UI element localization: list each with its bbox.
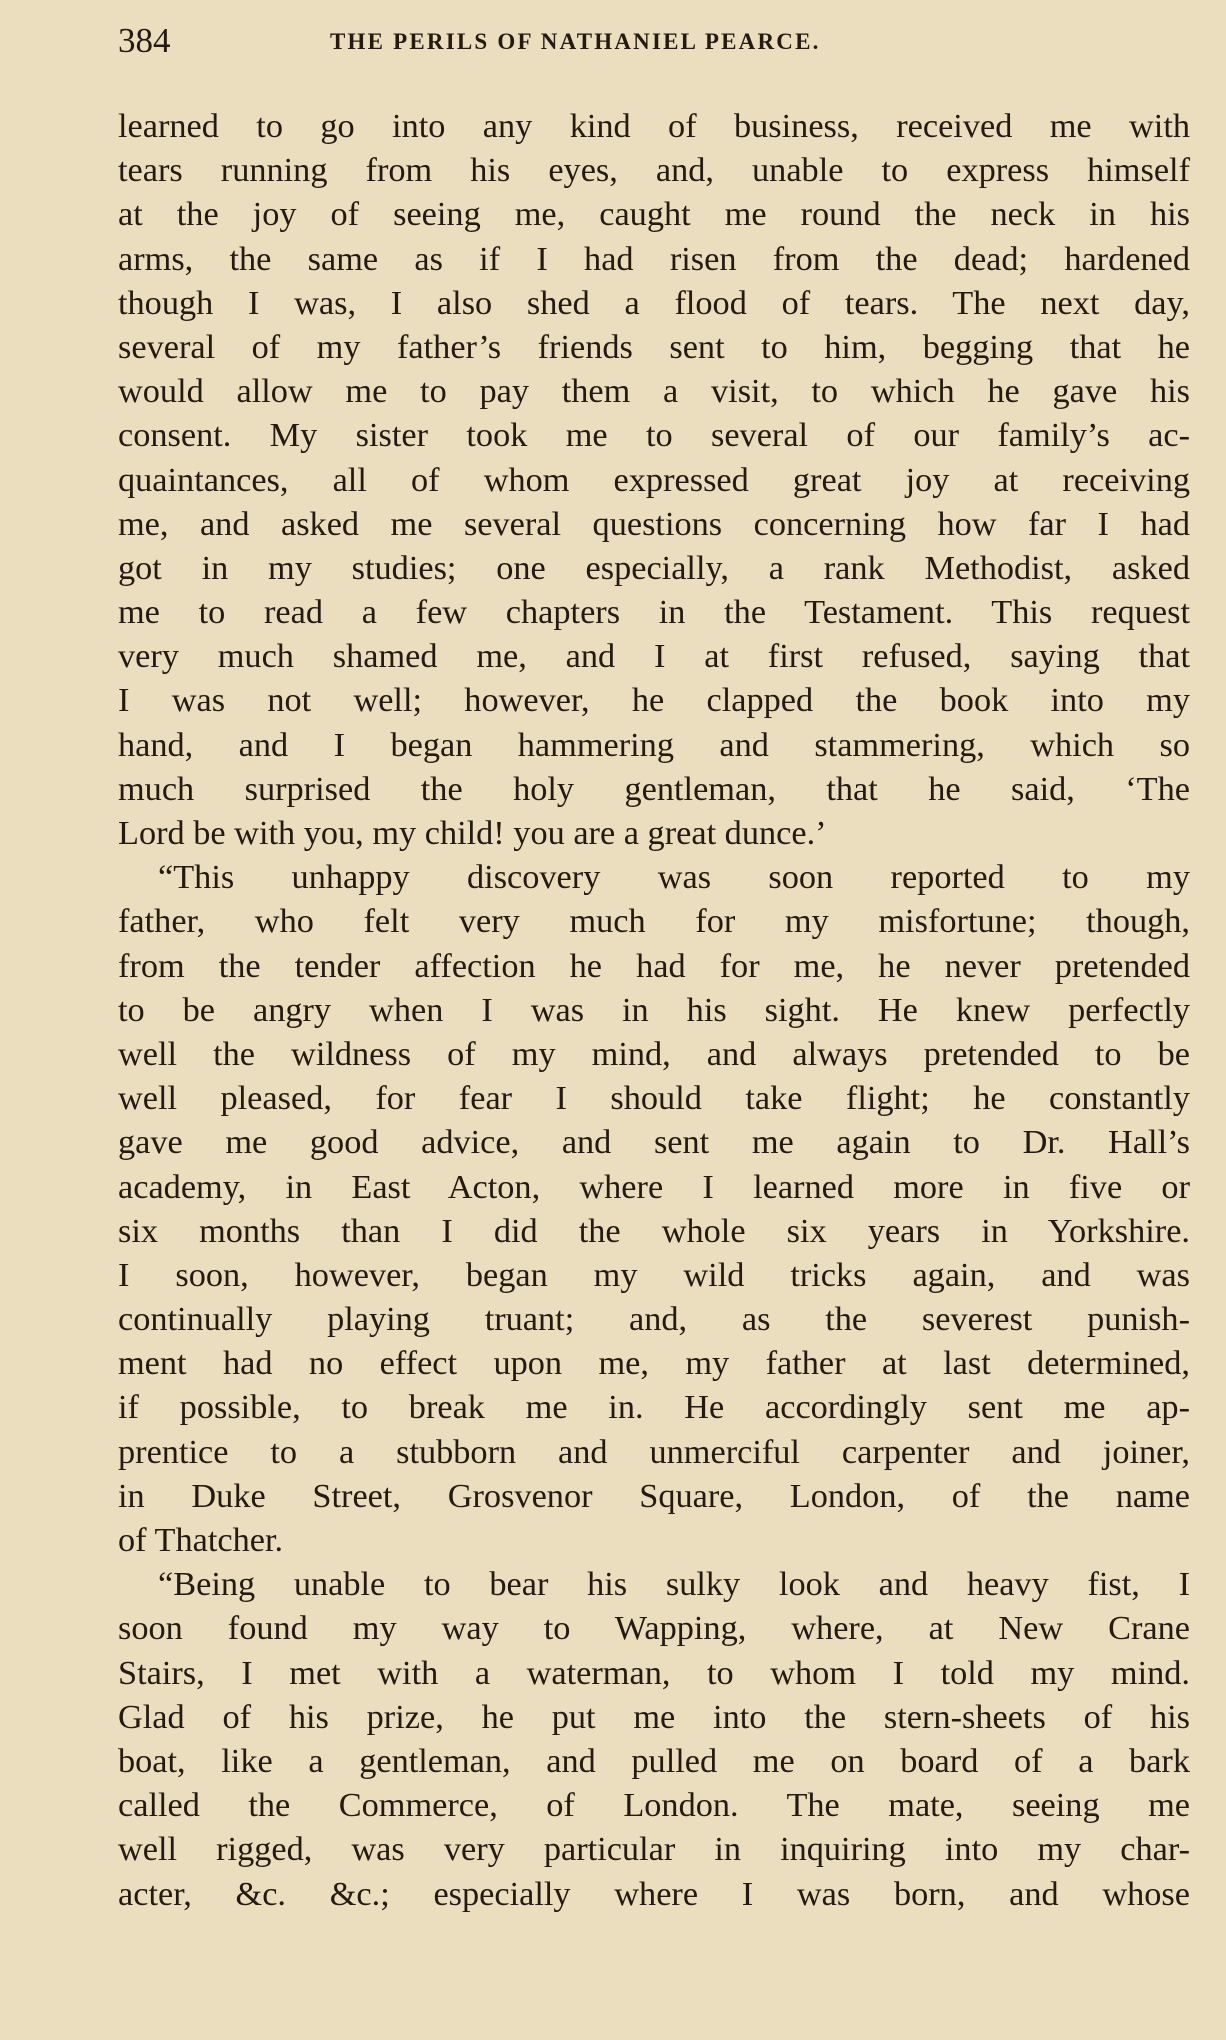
text-line: if possible, to break me in. He accordingly sent me ap- — [118, 1388, 1190, 1427]
text-line: would allow me to pay them a visit, to which he gave his — [118, 372, 1190, 411]
paragraph-first-line: “Being unable to bear his sulky look and heavy fist, I — [158, 1565, 1190, 1604]
paragraph-first-line: “This unhappy discovery was soon reported to my — [158, 858, 1190, 897]
text-line: prentice to a stubborn and unmerciful carpenter and joiner, — [118, 1432, 1190, 1471]
body-text — [118, 104, 1190, 1916]
text-line: at the joy of seeing me, caught me round the neck in his — [118, 195, 1190, 234]
text-line: academy, in East Acton, where I learned more in five or — [118, 1167, 1190, 1206]
text-line: gave me good advice, and sent me again to Dr. Hall’s — [118, 1123, 1190, 1162]
text-line: though I was, I also shed a flood of tears. The next day, — [118, 283, 1190, 322]
text-line: Stairs, I met with a waterman, to whom I told my mind. — [118, 1653, 1190, 1692]
text-line: soon found my way to Wapping, where, at New Crane — [118, 1609, 1190, 1648]
text-line: several of my father’s friends sent to him, begging that he — [118, 327, 1190, 366]
text-line: of Thatcher. — [118, 1521, 284, 1559]
page-number: 384 — [118, 21, 171, 60]
text-line: from the tender affection he had for me, he never pretended — [118, 946, 1190, 985]
text-line: Lord be with you, my child! you are a great dunce.’ — [118, 814, 827, 852]
text-line: I soon, however, began my wild tricks again, and was — [118, 1255, 1190, 1294]
text-line: ment had no effect upon me, my father at last determined, — [118, 1344, 1190, 1383]
text-line: arms, the same as if I had risen from the dead; hardened — [118, 239, 1190, 278]
text-line: got in my studies; one especially, a rank Methodist, asked — [118, 548, 1190, 587]
text-line: in Duke Street, Grosvenor Square, London, of the name — [118, 1476, 1190, 1515]
text-line: very much shamed me, and I at first refused, saying that — [118, 637, 1190, 676]
text-line: well the wildness of my mind, and always pretended to be — [118, 1034, 1190, 1073]
text-line: consent. My sister took me to several of our family’s ac- — [118, 416, 1190, 455]
text-line: acter, &c. &c.; especially where I was born, and whose — [118, 1874, 1190, 1913]
page-header — [118, 20, 1198, 62]
text-line: boat, like a gentleman, and pulled me on board of a bark — [118, 1741, 1190, 1780]
text-line: me to read a few chapters in the Testament. This request — [118, 593, 1190, 632]
text-line: well pleased, for fear I should take flight; he constantly — [118, 1079, 1190, 1118]
text-line: to be angry when I was in his sight. He knew perfectly — [118, 990, 1190, 1029]
text-line: well rigged, was very particular in inquiring into my char- — [118, 1830, 1190, 1869]
text-line: hand, and I began hammering and stammering, which so — [118, 725, 1190, 764]
text-line: me, and asked me several questions concerning how far I had — [118, 504, 1190, 543]
running-head: THE PERILS OF NATHANIEL PEARCE. — [330, 29, 821, 54]
text-line: much surprised the holy gentleman, that he said, ‘The — [118, 769, 1190, 808]
text-line: called the Commerce, of London. The mate, seeing me — [118, 1786, 1190, 1825]
text-line: continually playing truant; and, as the severest punish- — [118, 1300, 1190, 1339]
text-line: tears running from his eyes, and, unable to express himself — [118, 151, 1190, 190]
text-line: six months than I did the whole six years in Yorkshire. — [118, 1211, 1190, 1250]
text-line: quaintances, all of whom expressed great joy at receiving — [118, 460, 1190, 499]
text-line: I was not well; however, he clapped the book into my — [118, 681, 1190, 720]
text-line: learned to go into any kind of business, received me with — [118, 107, 1190, 145]
text-line: Glad of his prize, he put me into the stern-sheets of his — [118, 1697, 1190, 1736]
text-line: father, who felt very much for my misfortune; though, — [118, 902, 1190, 941]
